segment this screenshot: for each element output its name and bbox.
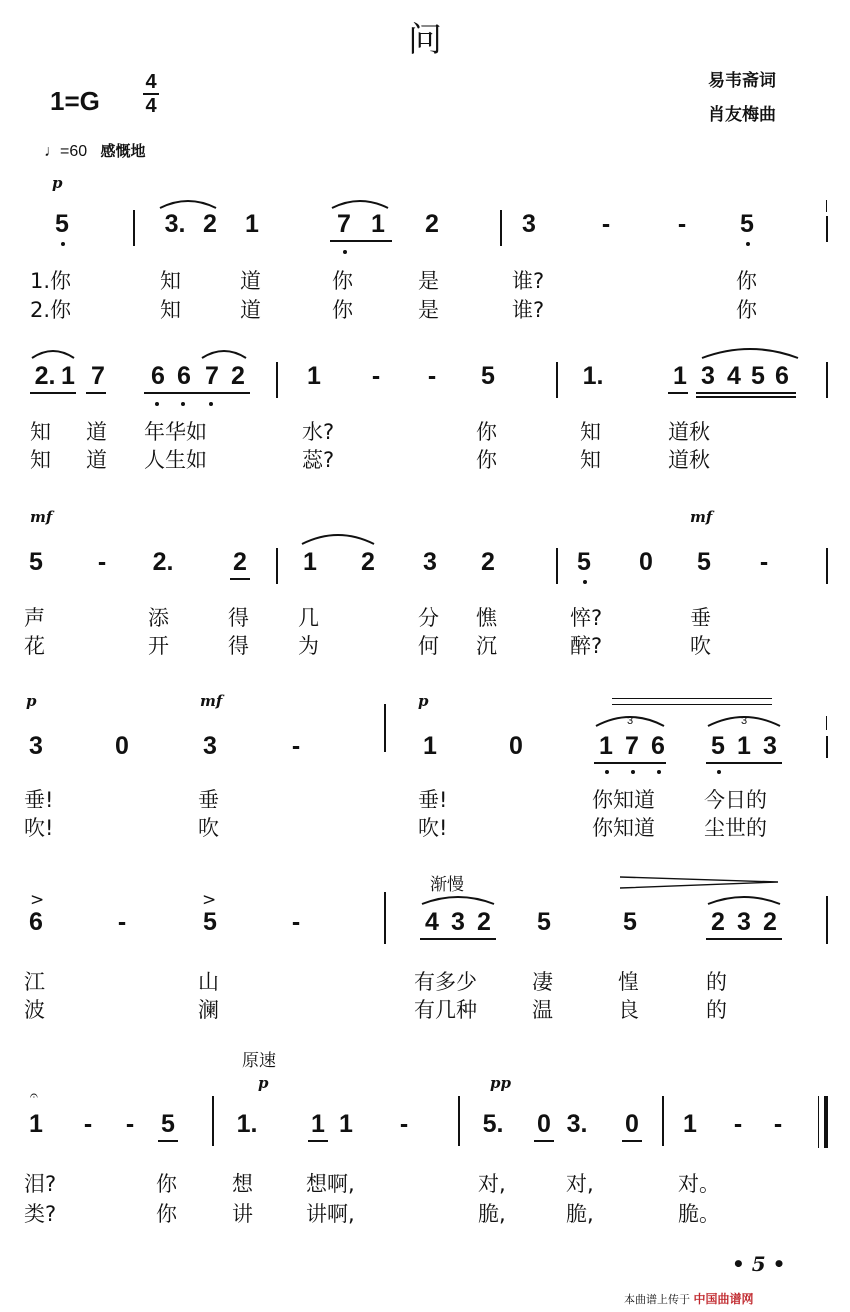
lyric: 谁?	[512, 298, 545, 322]
score-line-1	[0, 170, 850, 320]
note: 6	[29, 908, 43, 936]
triplet-number: 3	[740, 715, 748, 727]
note: 1	[303, 548, 317, 576]
key-signature: 1=G	[50, 86, 100, 116]
a-tempo-mark: 原速	[242, 1051, 276, 1071]
slur	[30, 346, 76, 360]
score-line-4	[0, 688, 850, 848]
footer-upload-text	[624, 1290, 754, 1307]
lyric: 道	[240, 298, 261, 322]
dash: -	[601, 210, 611, 238]
triplet-number: 3	[626, 715, 634, 727]
low-octave-dot	[61, 242, 65, 246]
final-bar-line	[824, 1096, 828, 1148]
lyric: 何	[418, 634, 439, 658]
note: 3	[423, 548, 437, 576]
score-line-3	[0, 508, 850, 658]
beam	[706, 938, 782, 940]
lyric: 2.你	[30, 298, 72, 322]
note: 5	[751, 362, 765, 390]
accent-mark: >	[202, 890, 217, 910]
low-octave-dot	[605, 770, 609, 774]
slur	[420, 892, 496, 906]
dash: -	[125, 1110, 135, 1138]
diminuendo-hairpin	[620, 876, 780, 890]
lyric: 脆,	[478, 1202, 506, 1226]
bar-line	[500, 210, 502, 246]
lyricist-credit: 易韦斋词	[708, 71, 776, 91]
note: 3	[522, 210, 536, 238]
lyric: 泪?	[24, 1172, 57, 1196]
slur	[300, 530, 376, 546]
time-signature-top: 4	[145, 71, 157, 93]
note: 5	[55, 210, 69, 238]
beam	[330, 240, 392, 242]
bar-line	[556, 548, 558, 584]
low-octave-dot	[181, 402, 185, 406]
note: 4	[727, 362, 741, 390]
slur	[700, 344, 800, 360]
lyric: 沉	[476, 634, 497, 658]
lyric: 对。	[678, 1172, 720, 1196]
lyric: 有几种	[414, 998, 477, 1022]
note: 1	[311, 1110, 325, 1138]
lyric: 想	[232, 1172, 253, 1196]
note: 2	[477, 908, 491, 936]
lyric: 知	[30, 448, 51, 472]
lyric: 温	[532, 998, 553, 1022]
lyric: 你	[332, 298, 353, 322]
dash: -	[733, 1110, 743, 1138]
time-signature-bottom: 4	[145, 95, 157, 117]
note: 4	[425, 908, 439, 936]
bar-line	[556, 362, 558, 398]
dash: -	[83, 1110, 93, 1138]
page-number: • 5 •	[732, 1252, 786, 1276]
dynamic-mark: p	[258, 1074, 269, 1092]
triplet-arc	[706, 710, 782, 728]
score-line-5	[0, 866, 850, 1026]
note: 2	[203, 210, 217, 238]
lyric: 得	[228, 606, 249, 630]
dash: -	[427, 362, 437, 390]
crescendo-line	[612, 698, 772, 699]
lyric: 知	[580, 420, 601, 444]
lyric: 你	[736, 298, 757, 322]
low-octave-dot	[717, 770, 721, 774]
lyric: 澜	[198, 998, 219, 1022]
low-octave-dot	[343, 250, 347, 254]
composer-credit: 肖友梅曲	[708, 105, 776, 125]
note: 2.	[152, 548, 174, 576]
note: 3	[737, 908, 751, 936]
note: 0	[537, 1110, 551, 1138]
slur	[330, 196, 390, 210]
lyric: 吹!	[24, 816, 54, 840]
low-octave-dot	[657, 770, 661, 774]
note: 3.	[164, 210, 186, 238]
lyric: 垂!	[24, 788, 54, 812]
note: 3	[203, 732, 217, 760]
low-octave-dot	[209, 402, 213, 406]
fermata-mark: 𝄐	[30, 1088, 38, 1104]
lyric: 知	[160, 269, 181, 293]
dash: -	[371, 362, 381, 390]
note: 5	[161, 1110, 175, 1138]
beam	[230, 578, 250, 580]
dynamic-mark: mf	[200, 692, 223, 710]
beam	[696, 392, 796, 394]
lyric: 垂	[690, 606, 711, 630]
ritardando-mark: 渐慢	[430, 875, 464, 895]
bar-line	[384, 892, 386, 944]
beam	[706, 762, 782, 764]
note: 1	[371, 210, 385, 238]
beam	[420, 938, 496, 940]
bar-line	[826, 716, 827, 730]
lyric: 知	[160, 298, 181, 322]
lyric: 类?	[24, 1202, 57, 1226]
lyric: 添	[148, 606, 169, 630]
lyric: 对,	[566, 1172, 594, 1196]
lyric: 吹	[690, 634, 711, 658]
note: 7	[625, 732, 639, 760]
beam	[594, 762, 666, 764]
lyric: 你	[736, 269, 757, 293]
note: 1	[339, 1110, 353, 1138]
note: 7	[91, 362, 105, 390]
lyric: 几	[298, 606, 319, 630]
note: 5	[711, 732, 725, 760]
dynamic-mark: mf	[690, 508, 713, 526]
note: 3	[29, 732, 43, 760]
lyric: 悴?	[570, 606, 603, 630]
note: 2	[763, 908, 777, 936]
lyric: 江	[24, 970, 45, 994]
note: 5	[577, 548, 591, 576]
bar-line	[133, 210, 135, 246]
lyric: 是	[418, 269, 439, 293]
lyric: 山	[198, 970, 219, 994]
dash: -	[773, 1110, 783, 1138]
note: 0	[115, 732, 129, 760]
lyric: 1.你	[30, 269, 72, 293]
score-line-6	[0, 1040, 850, 1230]
lyric: 脆,	[566, 1202, 594, 1226]
bar-line	[826, 200, 827, 212]
note: 1	[737, 732, 751, 760]
lyric: 为	[298, 634, 319, 658]
note: 6	[177, 362, 191, 390]
triplet-arc	[594, 710, 666, 728]
lyric: 垂	[198, 788, 219, 812]
lyric: 醉?	[570, 634, 603, 658]
low-octave-dot	[746, 242, 750, 246]
lyric: 惶	[618, 970, 639, 994]
lyric: 的	[706, 998, 727, 1022]
lyric: 憔	[476, 606, 497, 630]
lyric: 谁?	[512, 269, 545, 293]
note: 1	[599, 732, 613, 760]
low-octave-dot	[631, 770, 635, 774]
lyric: 今日的	[704, 788, 767, 812]
note: 1	[245, 210, 259, 238]
low-octave-dot	[583, 580, 587, 584]
lyric: 对,	[478, 1172, 506, 1196]
note: 1.	[236, 1110, 258, 1138]
dash: -	[677, 210, 687, 238]
lyric: 道	[240, 269, 261, 293]
note: 5	[697, 548, 711, 576]
lyric: 你知道	[592, 816, 655, 840]
note: 3	[763, 732, 777, 760]
beam	[668, 392, 688, 394]
dynamic-mark: pp	[490, 1074, 511, 1092]
lyric: 你	[156, 1172, 177, 1196]
slur	[158, 196, 218, 210]
note: 3	[701, 362, 715, 390]
bar-line	[662, 1096, 664, 1146]
note: 0	[639, 548, 653, 576]
beam	[144, 392, 250, 394]
lyric: 你	[332, 269, 353, 293]
bar-line	[276, 362, 278, 398]
lyric: 你	[156, 1202, 177, 1226]
beam	[86, 392, 106, 394]
lyric: 讲	[232, 1202, 253, 1226]
lyric: 讲啊,	[306, 1202, 355, 1226]
lyric: 你	[476, 448, 497, 472]
lyric: 你	[476, 420, 497, 444]
lyric: 道	[86, 420, 107, 444]
note: 2	[425, 210, 439, 238]
note: 6	[151, 362, 165, 390]
beam	[696, 396, 796, 398]
lyric: 道秋	[668, 448, 710, 472]
beam	[534, 1140, 554, 1142]
lyric: 开	[148, 634, 169, 658]
bar-line	[826, 362, 828, 398]
note: 5	[740, 210, 754, 238]
note: 1.	[582, 362, 604, 390]
lyric: 花	[24, 634, 45, 658]
lyric: 良	[618, 998, 639, 1022]
lyric: 知	[580, 448, 601, 472]
note: 5	[203, 908, 217, 936]
accent-mark: >	[30, 890, 45, 910]
note: 6	[775, 362, 789, 390]
lyric: 吹!	[418, 816, 448, 840]
dash: -	[291, 732, 301, 760]
dynamic-mark: p	[418, 692, 429, 710]
bar-line	[826, 736, 828, 758]
note: 2.	[34, 362, 56, 390]
dash: -	[759, 548, 769, 576]
bar-line	[384, 704, 386, 752]
note: 0	[625, 1110, 639, 1138]
lyric: 你知道	[592, 788, 655, 812]
lyric: 尘世的	[704, 816, 767, 840]
lyric: 是	[418, 298, 439, 322]
note: 1	[683, 1110, 697, 1138]
slur	[706, 892, 782, 906]
lyric: 有多少	[414, 970, 477, 994]
lyric: 吹	[198, 816, 219, 840]
tempo-marking	[44, 140, 146, 161]
note: 1	[29, 1110, 43, 1138]
lyric: 垂!	[418, 788, 448, 812]
slur	[200, 346, 248, 360]
dash: -	[399, 1110, 409, 1138]
song-title: 问	[408, 20, 442, 60]
tempo-mark: ♩=60	[44, 143, 88, 160]
expression-mark: 感慨地	[100, 143, 146, 160]
note: 5	[537, 908, 551, 936]
lyric: 知	[30, 420, 51, 444]
final-bar-line	[818, 1096, 819, 1148]
dynamic-mark: p	[26, 692, 37, 710]
lyric: 年华如	[144, 420, 207, 444]
dash: -	[97, 548, 107, 576]
note: 2	[233, 548, 247, 576]
note: 2	[231, 362, 245, 390]
score-line-2	[0, 340, 850, 490]
note: 5	[481, 362, 495, 390]
note: 7	[205, 362, 219, 390]
lyric: 分	[418, 606, 439, 630]
note: 6	[651, 732, 665, 760]
bar-line	[276, 548, 278, 584]
low-octave-dot	[155, 402, 159, 406]
note: 1	[423, 732, 437, 760]
lyric: 人生如	[144, 448, 207, 472]
beam	[30, 392, 76, 394]
note: 2	[711, 908, 725, 936]
beam	[158, 1140, 178, 1142]
note: 7	[337, 210, 351, 238]
lyric: 想啊,	[306, 1172, 355, 1196]
lyric: 波	[24, 998, 45, 1022]
lyric: 蕊?	[302, 448, 335, 472]
note: 2	[361, 548, 375, 576]
dynamic-mark: p	[52, 174, 63, 192]
note: 1	[307, 362, 321, 390]
time-signature	[143, 72, 159, 116]
note: 5.	[482, 1110, 504, 1138]
note: 3.	[566, 1110, 588, 1138]
lyric: 凄	[532, 970, 553, 994]
lyric: 道秋	[668, 420, 710, 444]
dynamic-mark: mf	[30, 508, 53, 526]
note: 1	[673, 362, 687, 390]
lyric: 水?	[302, 420, 335, 444]
bar-line	[826, 216, 828, 242]
bar-line	[826, 548, 828, 584]
bar-line	[826, 896, 828, 944]
note: 2	[481, 548, 495, 576]
note: 5	[623, 908, 637, 936]
beam	[622, 1140, 642, 1142]
dash: -	[291, 908, 301, 936]
site-logo[interactable]: 中国曲谱网	[693, 1292, 754, 1306]
note: 3	[451, 908, 465, 936]
lyric: 的	[706, 970, 727, 994]
lyric: 脆。	[678, 1202, 720, 1226]
footer-text: 本曲谱上传于	[624, 1293, 690, 1306]
lyric: 道	[86, 448, 107, 472]
lyric: 声	[24, 606, 45, 630]
note: 5	[29, 548, 43, 576]
note: 0	[509, 732, 523, 760]
lyric: 得	[228, 634, 249, 658]
note: 1	[61, 362, 75, 390]
bar-line	[212, 1096, 214, 1146]
beam	[308, 1140, 328, 1142]
dash: -	[117, 908, 127, 936]
crescendo-line	[612, 704, 772, 705]
bar-line	[458, 1096, 460, 1146]
